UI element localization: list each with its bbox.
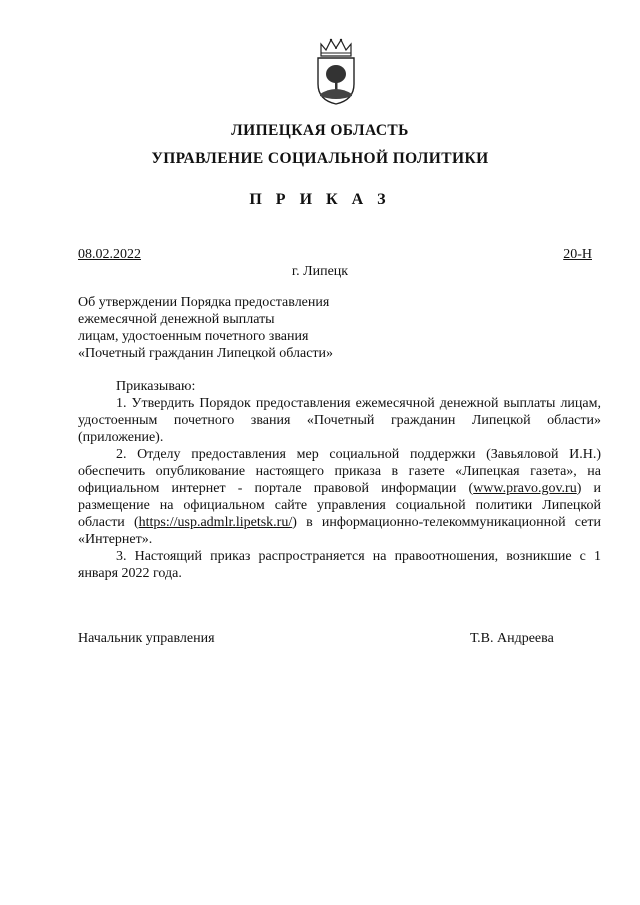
- pravo-gov-link[interactable]: www.pravo.gov.ru: [473, 481, 577, 496]
- order-item-1: 1. Утвердить Порядок предоставления ежемесячной денежной выплаты лицам, удостоенным почетного звания «Почетный гражданин Липецкой области» (приложение).: [78, 396, 601, 445]
- subject-line: «Почетный гражданин Липецкой области»: [78, 346, 334, 361]
- subject-line: лицам, удостоенным почетного звания: [78, 329, 309, 344]
- order-number: 20-Н: [563, 247, 592, 262]
- order-date: 08.02.2022: [78, 247, 141, 262]
- item-2-text: ) в информационно-телекоммуникационной сети «Интернет».: [78, 515, 601, 547]
- document-type-heading: П Р И К А З: [249, 191, 391, 208]
- order-item-3: 3. Настоящий приказ распространяется на правоотношения, возникшие с 1 января 2022 года.: [78, 549, 601, 581]
- order-body: [78, 378, 601, 582]
- signatory-title: Начальник управления: [78, 631, 215, 646]
- item-2-text: 2. Отделу предоставления мер социальной поддержки (Завьяловой И.Н.) обеспечить опубликование настоящего приказа в газете «Липецкая газета», на официальном интернет - портале правовой информации (: [78, 447, 601, 496]
- order-city: г. Липецк: [291, 264, 349, 279]
- order-intro: Приказываю:: [116, 379, 196, 394]
- usp-lipetsk-link[interactable]: https://usp.admlr.lipetsk.ru/: [138, 515, 293, 530]
- item-2-text: ) и размещение на официальном сайте управления социальной политики Липецкой области (: [78, 481, 602, 530]
- coat-of-arms-icon: [311, 36, 361, 106]
- department-heading: УПРАВЛЕНИЕ СОЦИАЛЬНОЙ ПОЛИТИКИ: [151, 150, 489, 167]
- subject-line: Об утверждении Порядка предоставления: [78, 295, 330, 310]
- order-subject: [78, 294, 398, 362]
- subject-line: ежемесячной денежной выплаты: [78, 312, 275, 327]
- signatory-name: Т.В. Андреева: [470, 631, 554, 646]
- region-heading: ЛИПЕЦКАЯ ОБЛАСТЬ: [231, 122, 409, 139]
- order-item-2: [78, 446, 601, 548]
